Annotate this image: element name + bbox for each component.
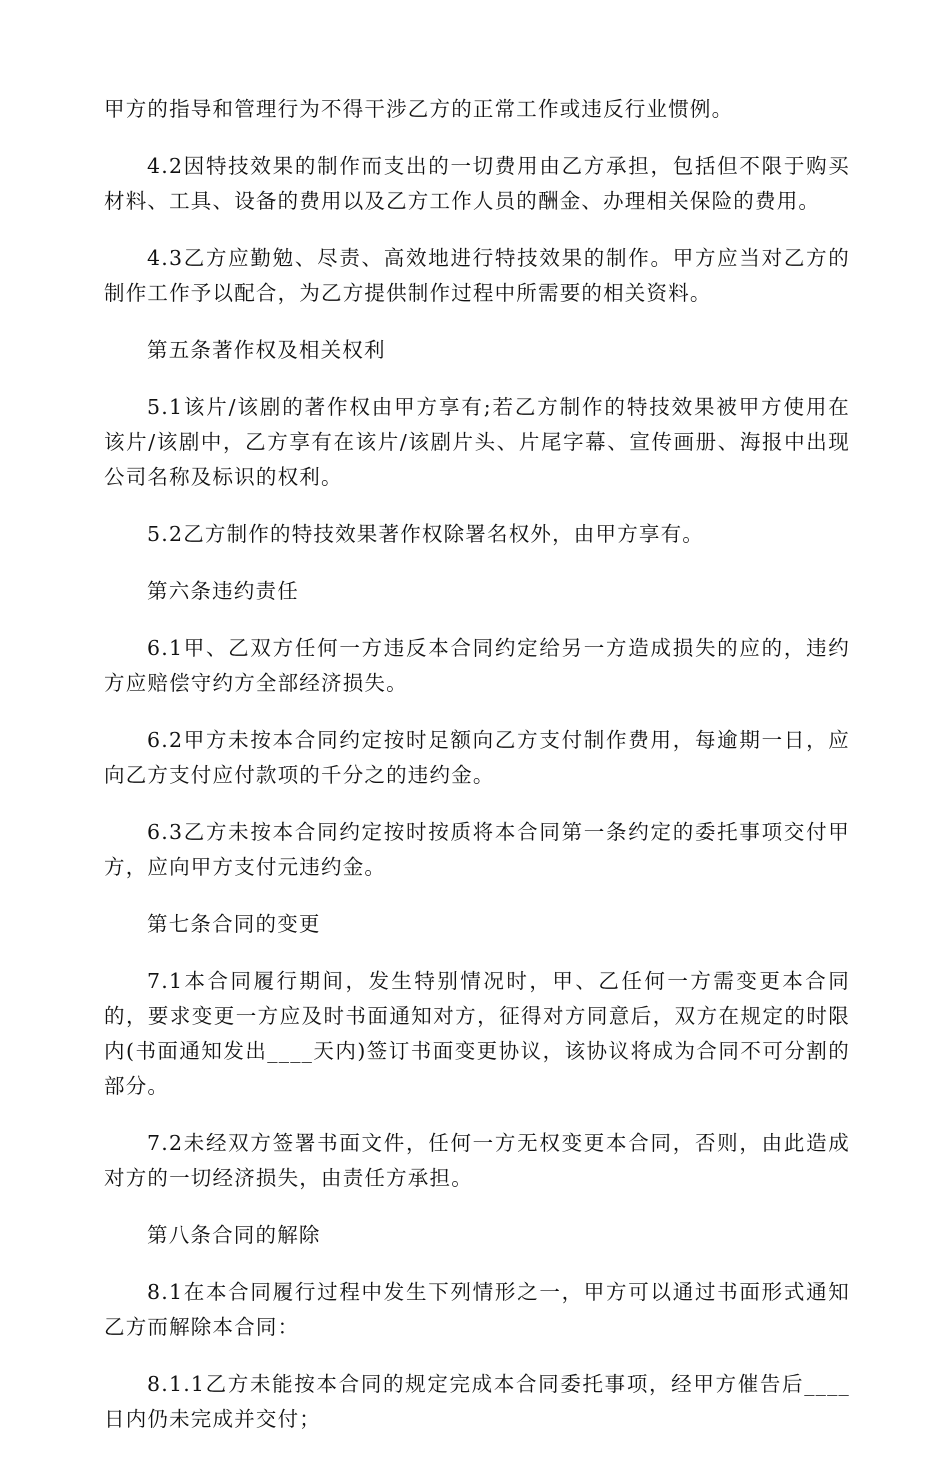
section-heading-6: 第六条违约责任 bbox=[147, 579, 299, 603]
clause-7-2: 7.2未经双方签署书面文件，任何一方无权变更本合同，否则，由此造成对方的一切经济损失，由责任方承担。 bbox=[104, 1131, 850, 1190]
paragraph-continuation: 甲方的指导和管理行为不得干涉乙方的正常工作或违反行业惯例。 bbox=[104, 97, 734, 121]
clause-6-2: 6.2甲方未按本合同约定按时足额向乙方支付制作费用，每逾期一日，应向乙方支付应付款项的千分之的违约金。 bbox=[104, 728, 850, 787]
clause-5-2: 5.2乙方制作的特技效果著作权除署名权外，由甲方享有。 bbox=[147, 522, 705, 546]
clause-5-1: 5.1该片/该剧的著作权由甲方享有;若乙方制作的特技效果被甲方使用在该片/该剧中，乙方享有在该片/该剧片头、片尾字幕、宣传画册、海报中出现公司名称及标识的权利。 bbox=[104, 395, 850, 489]
clause-6-3: 6.3乙方未按本合同约定按时按质将本合同第一条约定的委托事项交付甲方，应向甲方支付元违约金。 bbox=[104, 820, 850, 879]
clause-4-3: 4.3乙方应勤勉、尽责、高效地进行特技效果的制作。甲方应当对乙方的制作工作予以配合，为乙方提供制作过程中所需要的相关资料。 bbox=[104, 246, 850, 305]
section-heading-7: 第七条合同的变更 bbox=[147, 912, 321, 936]
clause-8-1-1: 8.1.1乙方未能按本合同的规定完成本合同委托事项，经甲方催告后____日内仍未完成并交付； bbox=[104, 1372, 850, 1431]
clause-8-1: 8.1在本合同履行过程中发生下列情形之一，甲方可以通过书面形式通知乙方而解除本合同： bbox=[104, 1280, 850, 1339]
document-page bbox=[104, 92, 850, 1459]
clause-4-2: 4.2因特技效果的制作而支出的一切费用由乙方承担，包括但不限于购买材料、工具、设备的费用以及乙方工作人员的酬金、办理相关保险的费用。 bbox=[104, 154, 850, 213]
clause-6-1: 6.1甲、乙双方任何一方违反本合同约定给另一方造成损失的应的，违约方应赔偿守约方全部经济损失。 bbox=[104, 636, 850, 695]
section-heading-5: 第五条著作权及相关权利 bbox=[147, 338, 386, 362]
clause-7-1: 7.1本合同履行期间，发生特别情况时，甲、乙任何一方需变更本合同的，要求变更一方应及时书面通知对方，征得对方同意后，双方在规定的时限内(书面通知发出____天内)签订书面变更协议，该协议将成为合同不可分割的部分。 bbox=[104, 969, 850, 1098]
section-heading-8: 第八条合同的解除 bbox=[147, 1223, 321, 1247]
